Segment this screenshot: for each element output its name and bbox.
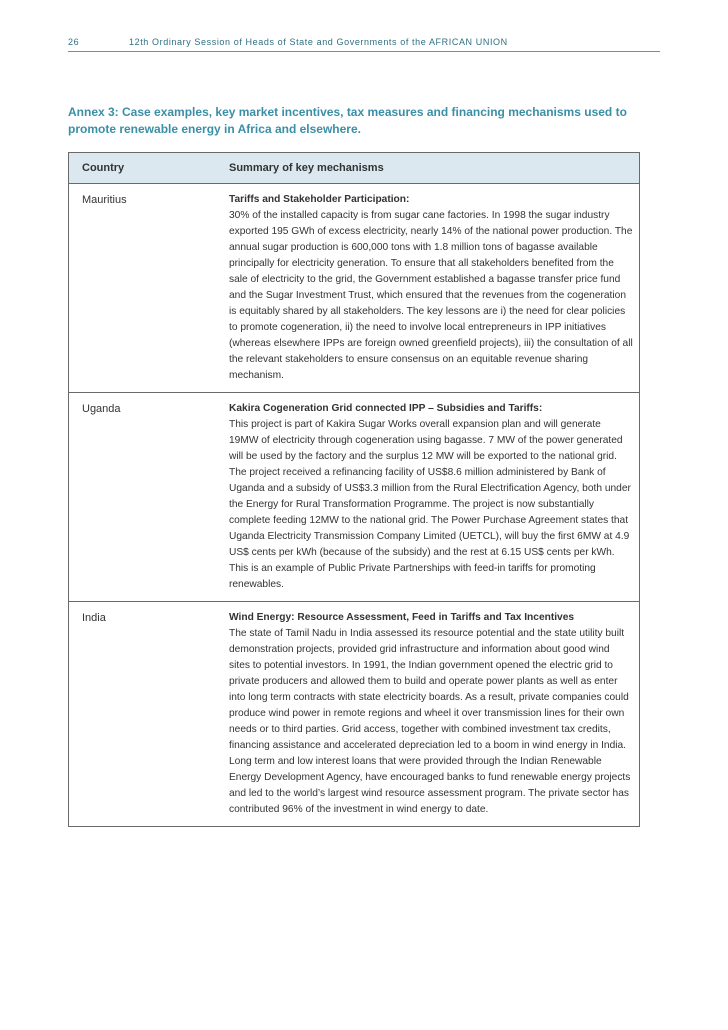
country-cell: Mauritius — [82, 194, 127, 206]
table-header-row — [69, 153, 639, 184]
page-number: 26 — [68, 37, 80, 47]
running-header-title: 12th Ordinary Session of Heads of State and Governments of the AFRICAN UNION — [129, 37, 508, 47]
annex-heading: Annex 3: Case examples, key market incentives, tax measures and financing mechanisms used to promote renewable energy in Africa and elsewhere. — [68, 105, 627, 136]
mechanism-description: 30% of the installed capacity is from sugar cane factories. In 1998 the sugar industry exported 195 GWh of excess electricity, nearly 14% of the national power production. The annual sugar production is 600,000 tons with 1.8 million tons of bagasse available principally for electricity generation. To ensure that all stakeholders benefited from the sale of electricity to the grid, the Government established a bagasse transfer price fund and the Sugar Investment Trust, which ensured that the revenues from the cogeneration is equitably shared by all stakeholders. The key lessons are i) the need for clear policies to promote cogeneration, ii) the need to involve local entrepreneurs in IPP initiatives (whereas elsewhere IPPs are foreign owned greenfield projects), iii) the consultation of all the relevant stakeholders to ensure consensus on an equitable revenue sharing mechanism. — [229, 210, 633, 381]
mechanisms-table — [68, 152, 640, 827]
country-cell: India — [82, 612, 106, 624]
summary-cell — [228, 608, 639, 818]
table-row — [69, 602, 639, 826]
column-header-summary: Summary of key mechanisms — [229, 162, 384, 174]
mechanism-title: Wind Energy: Resource Assessment, Feed in Tariffs and Tax Incentives — [229, 612, 575, 623]
column-header-country: Country — [82, 162, 125, 174]
country-cell: Uganda — [82, 403, 121, 415]
header-divider — [68, 51, 660, 52]
summary-cell — [228, 399, 639, 593]
mechanism-title: Kakira Cogeneration Grid connected IPP – Subsidies and Tariffs: — [229, 403, 543, 414]
mechanism-description: This project is part of Kakira Sugar Works overall expansion plan and will generate 19MW of electricity through cogeneration using bagasse. 7 MW of the power generated will be used by the factory and the surplus 12 MW will be exported to the national grid. The project received a refinancing facility of US$8.6 million administered by Bank of Uganda and a subsidy of US$3.3 million from the Rural Electrification Agency, both under the Energy for Rural Transformation Programme. The project is now substantially complete feeding 12MW to the national grid. The Power Purchase Agreement states that Uganda Electricity Transmission Company Limited (UETCL), will buy the first 6MW at 4.9 US$ cents per kWh (because of the subsidy) and the rest at 6.15 US$ cents per kWh. This is an example of Public Private Partnerships with feed-in tariffs for promoting renewables. — [229, 419, 631, 590]
table-row — [69, 184, 639, 393]
mechanism-description: The state of Tamil Nadu in India assessed its resource potential and the state utility built demonstration projects, provided grid infrastructure and information about good wind sites to potential investors. In 1991, the Indian government opened the electric grid to private producers and allowed them to build and operate power plants as well as enter into long term contracts with state electricity boards. As a result, private companies could produce wind power in remote regions and wheel it over transmission lines for their own needs or to third parties. Grid access, together with combined investment tax credits, financing assistance and accelerated depreciation led to a boom in wind energy in India. Long term and low interest loans that were provided through the Indian Renewable Energy Development Agency, have encouraged banks to fund renewable energy projects and led to the world’s largest wind resource assessment program. The private sector has contributed 96% of the investment in wind energy to date. — [229, 628, 631, 815]
summary-cell — [228, 190, 639, 384]
mechanism-title: Tariffs and Stakeholder Participation: — [229, 194, 410, 205]
table-row — [69, 393, 639, 602]
